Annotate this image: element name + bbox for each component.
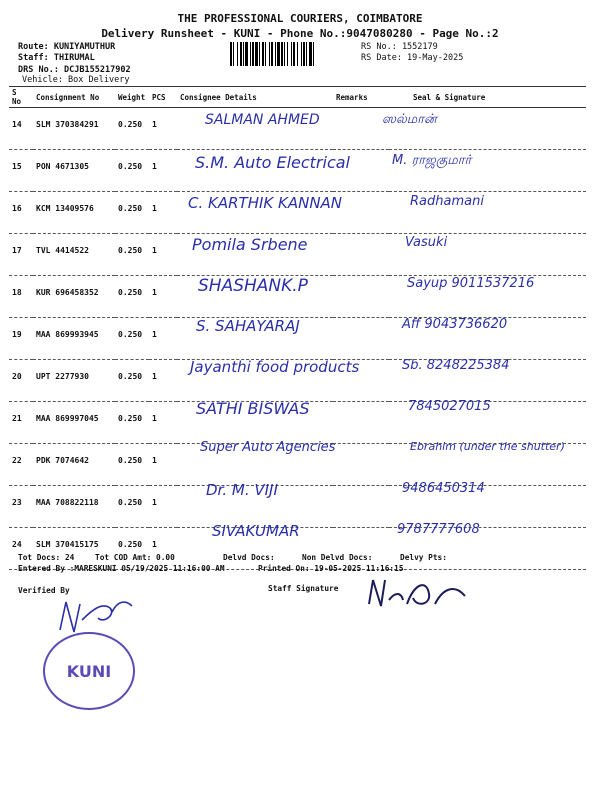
row-consignment: SLM 370384291 [33, 108, 115, 150]
seal-signature-handwriting: Aff 9043736620 [402, 317, 508, 332]
barcode-bar [277, 42, 280, 66]
row-weight: 0.250 [115, 402, 149, 444]
col-remarks: Remarks [333, 87, 389, 108]
row-sno: 16 [9, 192, 33, 234]
barcode-bar [262, 42, 264, 66]
row-pcs: 1 [149, 234, 177, 276]
row-weight: 0.250 [115, 318, 149, 360]
row-pcs: 1 [149, 444, 177, 486]
consignee-handwriting: SIVAKUMAR [212, 522, 300, 540]
row-consignment: PON 4671305 [33, 150, 115, 192]
row-sno: 21 [9, 402, 33, 444]
barcode-bar [293, 42, 295, 66]
consignee-handwriting: Dr. M. VIJI [206, 481, 278, 499]
row-sno: 24 [9, 528, 33, 570]
row-sno: 22 [9, 444, 33, 486]
barcode-bar [240, 42, 242, 66]
seal-signature-handwriting: 9787777608 [397, 522, 480, 537]
row-pcs: 1 [149, 108, 177, 150]
row-weight: 0.250 [115, 234, 149, 276]
consignee-handwriting: S. SAHAYARAJ [196, 317, 300, 335]
delvd-docs: Delvd Docs: [223, 553, 275, 562]
table-header [9, 87, 586, 108]
row-consignment: KCM 13409576 [33, 192, 115, 234]
barcode-bar [281, 42, 283, 66]
barcode-bar [237, 42, 238, 66]
subtitle: Delivery Runsheet - KUNI - Phone No.:9047080280 - Page No.:2 [101, 27, 499, 40]
barcode-bar [230, 42, 232, 66]
row-pcs: 1 [149, 192, 177, 234]
row-consignment: MAA 869997045 [33, 402, 115, 444]
barcode-bar [250, 42, 251, 66]
row-consignment: PDK 7074642 [33, 444, 115, 486]
seal-signature-handwriting: 9486450314 [402, 481, 485, 496]
consignee-handwriting: SATHI BISWAS [196, 399, 310, 418]
barcode-bar [275, 42, 276, 66]
barcode [230, 42, 352, 66]
row-sno: 18 [9, 276, 33, 318]
row-weight: 0.250 [115, 360, 149, 402]
barcode-bar [287, 42, 288, 66]
barcode-bar [259, 42, 260, 66]
barcode-bar [271, 42, 273, 66]
barcode-bar [284, 42, 285, 66]
row-remarks [333, 276, 389, 318]
staff: Staff: THIRUMAL [18, 53, 95, 63]
row-consignment: MAA 708822118 [33, 486, 115, 528]
delvy-pts: Delvy Pts: [400, 553, 447, 562]
consignee-handwriting: SALMAN AHMED [205, 112, 320, 128]
barcode-bar [269, 42, 270, 66]
row-weight: 0.250 [115, 192, 149, 234]
row-remarks [333, 402, 389, 444]
barcode-bar [243, 42, 244, 66]
consignee-handwriting: Jayanthi food products [190, 358, 360, 376]
seal-signature-handwriting: Vasuki [405, 235, 448, 250]
barcode-bar [306, 42, 307, 66]
row-weight: 0.250 [115, 276, 149, 318]
row-sno: 19 [9, 318, 33, 360]
row-remarks [333, 486, 389, 528]
barcode-bar [309, 42, 312, 66]
seal-signature-handwriting: Sb. 8248225384 [402, 358, 510, 373]
row-pcs: 1 [149, 528, 177, 570]
row-pcs: 1 [149, 402, 177, 444]
consignee-handwriting: SHASHANK.P [198, 276, 308, 296]
seal-signature-handwriting: M. ராஜகுமார் [392, 153, 472, 168]
rs-date: RS Date: 19-May-2025 [361, 53, 464, 63]
row-pcs: 1 [149, 360, 177, 402]
seal-signature-handwriting: Sayup 9011537216 [407, 276, 535, 291]
row-remarks [333, 234, 389, 276]
barcode-bar [291, 42, 292, 66]
tot-cod: Tot COD Amt: 0.00 [95, 553, 175, 562]
row-sno: 15 [9, 150, 33, 192]
row-consignment: MAA 869993945 [33, 318, 115, 360]
row-consignment: UPT 2277930 [33, 360, 115, 402]
row-consignment: SLM 370415175 [33, 528, 115, 570]
row-weight: 0.250 [115, 486, 149, 528]
barcode-bar [297, 42, 298, 66]
row-consignment: TVL 4414522 [33, 234, 115, 276]
col-seal: Seal & Signature [389, 87, 586, 108]
barcode-bar [245, 42, 248, 66]
row-remarks [333, 444, 389, 486]
seal-signature-handwriting: ஸல்மான் [382, 112, 437, 127]
verified-by: Verified By [18, 586, 70, 595]
row-sno: 23 [9, 486, 33, 528]
row-pcs: 1 [149, 318, 177, 360]
col-sno: S No [9, 87, 33, 108]
drs-no: DRS No.: DCJB155217902 [18, 65, 131, 75]
printed-on: Printed On: 19-05-2025 11:16:15 [258, 564, 404, 573]
kuni-stamp [43, 632, 135, 710]
barcode-bar [255, 42, 258, 66]
seal-signature-handwriting: Ebrahim (under the shutter) [410, 440, 565, 453]
barcode-bar [252, 42, 254, 66]
stamp-text: KUNI [66, 661, 112, 681]
tot-docs: Tot Docs: 24 [18, 553, 75, 562]
barcode-bar [303, 42, 305, 66]
row-remarks [333, 318, 389, 360]
row-pcs: 1 [149, 276, 177, 318]
route: Route: KUNIYAMUTHUR [18, 42, 116, 52]
row-sno: 14 [9, 108, 33, 150]
barcode-bar [265, 42, 266, 66]
staff-signature: Staff Signature [268, 584, 339, 593]
col-consignment: Consignment No [33, 87, 115, 108]
row-weight: 0.250 [115, 150, 149, 192]
vehicle: Vehicle: Box Delivery [22, 75, 130, 85]
non-delvd-docs: Non Delvd Docs: [302, 553, 373, 562]
col-pcs: PCS [149, 87, 177, 108]
consignee-handwriting: C. KARTHIK KANNAN [188, 194, 343, 212]
row-weight: 0.250 [115, 108, 149, 150]
row-pcs: 1 [149, 150, 177, 192]
rs-no: RS No.: 1552179 [361, 42, 438, 52]
row-sno: 20 [9, 360, 33, 402]
barcode-bar [313, 42, 314, 66]
row-remarks [333, 108, 389, 150]
barcode-bar [233, 42, 234, 66]
title: THE PROFESSIONAL COURIERS, COIMBATORE [177, 12, 423, 25]
consignee-handwriting: Pomila Srbene [192, 235, 308, 254]
entered-by: Entered By :MARESKUNI 05/19/2025 11:16:00 AM [18, 564, 225, 573]
col-weight: Weight [115, 87, 149, 108]
row-sno: 17 [9, 234, 33, 276]
consignee-handwriting: S.M. Auto Electrical [195, 153, 350, 172]
row-weight: 0.250 [115, 528, 149, 570]
seal-signature-handwriting: 7845027015 [408, 399, 491, 414]
barcode-bar [301, 42, 302, 66]
staff-signature-mark [365, 574, 475, 614]
row-pcs: 1 [149, 486, 177, 528]
row-consignment: KUR 696458352 [33, 276, 115, 318]
consignee-handwriting: Super Auto Agencies [200, 440, 336, 455]
col-consignee: Consignee Details [177, 87, 333, 108]
row-weight: 0.250 [115, 444, 149, 486]
seal-signature-handwriting: Radhamani [410, 194, 484, 209]
